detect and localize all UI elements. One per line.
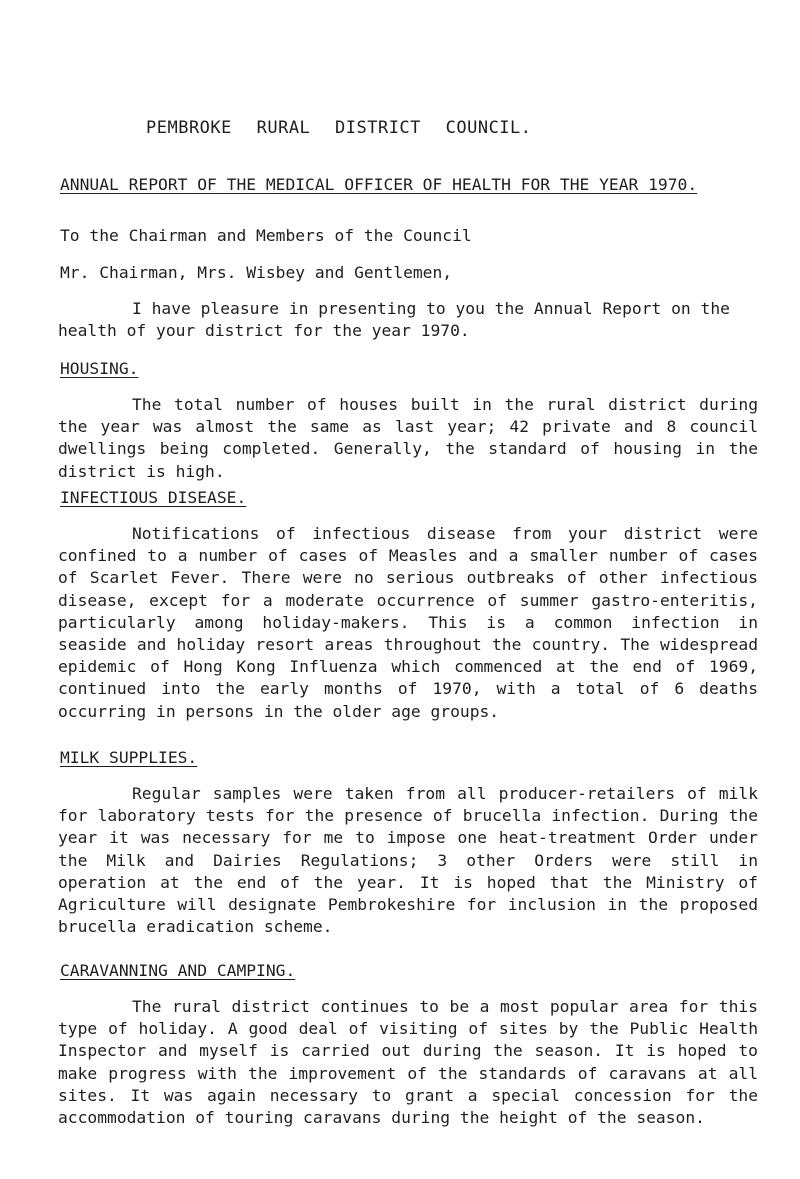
section-heading-housing: HOUSING.	[60, 359, 139, 378]
section-body-milk-supplies: Regular samples were taken from all producer-retailers of milk for laboratory tests for the presence of brucella infection. During the year it was necessary for me to impose one heat-treatment Order under the Milk and Dairies Regulations; 3 other Orders were still in operation at the end of the year. It is hoped that the Ministry of Agriculture will designate Pembrokeshire for inclusion in the proposed brucella eradication scheme.	[58, 784, 758, 937]
council-title: PEMBROKE RURAL DISTRICT COUNCIL.	[146, 118, 532, 138]
section-heading-milk-supplies: MILK SUPPLIES.	[60, 748, 198, 767]
salutation: Mr. Chairman, Mrs. Wisbey and Gentlemen,	[60, 263, 453, 282]
address-line: To the Chairman and Members of the Council	[60, 226, 472, 245]
section-heading-infectious-disease: INFECTIOUS DISEASE.	[60, 488, 247, 507]
section-body-caravanning-camping: The rural district continues to be a most popular area for this type of holiday. A good deal of visiting of sites by the Public Health Inspector and myself is carried out during the season. It is hoped to make progress with the improvement of the standards of caravans at all sites. It was again necessary to grant a special concession for the accommodation of touring caravans during the height of the season.	[58, 997, 758, 1128]
section-heading-caravanning-camping: CARAVANNING AND CAMPING.	[60, 961, 296, 980]
section-body-housing: The total number of houses built in the rural district during the year was almost the same as last year; 42 private and 8 council dwellings being completed. Generally, the standard of housing in the district is high.	[58, 395, 758, 481]
report-title: ANNUAL REPORT OF THE MEDICAL OFFICER OF HEALTH FOR THE YEAR 1970.	[60, 175, 698, 194]
section-body-infectious-disease: Notifications of infectious disease from your district were confined to a number of cases of Measles and a smaller number of cases of Scarlet Fever. There were no serious outbreaks of other infectious disease, except for a moderate occurrence of summer gastro-enteritis, particularly among holiday-makers. This is a common infection in seaside and holiday resort areas throughout the country. The widespread epidemic of Hong Kong Influenza which commenced at the end of 1969, continued into the early months of 1970, with a total of 6 deaths occurring in persons in the older age groups.	[58, 524, 758, 721]
intro-paragraph: I have pleasure in presenting to you the Annual Report on the health of your district for the year 1970.	[58, 299, 730, 341]
